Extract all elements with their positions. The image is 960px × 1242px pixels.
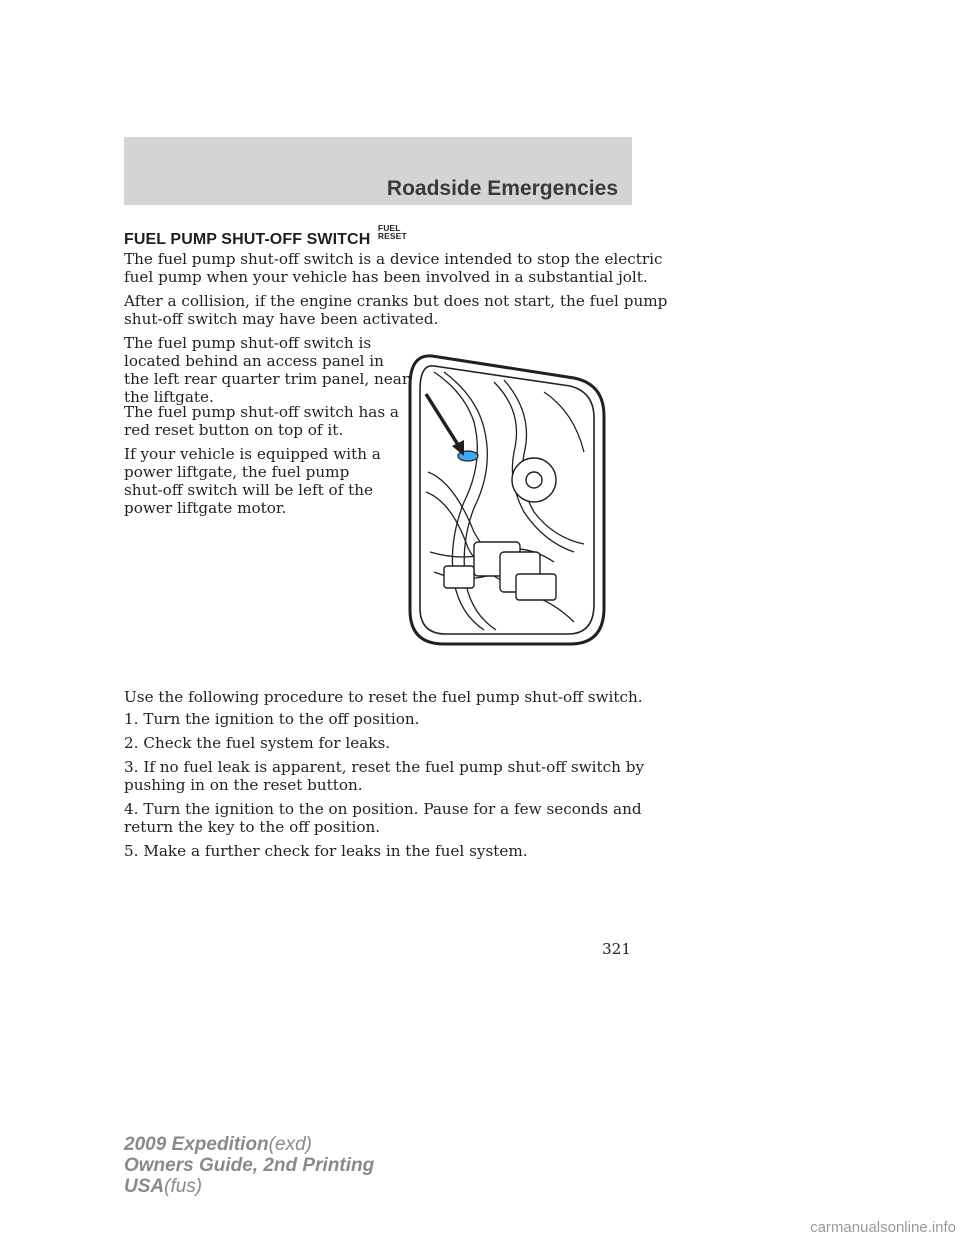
text-line: located behind an access panel in bbox=[124, 352, 384, 370]
text-line: 4. Turn the ignition to the on position. Pause for a few seconds and bbox=[124, 800, 642, 818]
text-line: 2. Check the fuel system for leaks. bbox=[124, 734, 391, 752]
text-line: shut-off switch will be left of the bbox=[124, 481, 374, 499]
procedure-step-1 bbox=[124, 710, 420, 728]
text-line: power liftgate, the fuel pump bbox=[124, 463, 350, 481]
procedure-step-5 bbox=[124, 842, 528, 860]
text-line: return the key to the off position. bbox=[124, 818, 381, 836]
text-line: the left rear quarter trim panel, near bbox=[124, 370, 410, 388]
footer-line-1 bbox=[124, 1134, 374, 1155]
intro-paragraph-1 bbox=[124, 250, 663, 286]
text-line: 3. If no fuel leak is apparent, reset the fuel pump shut-off switch by bbox=[124, 758, 645, 776]
header-band bbox=[124, 137, 632, 205]
footer-printing: Owners Guide, 2nd Printing bbox=[124, 1155, 375, 1176]
liftgate-motor-hub bbox=[526, 472, 542, 488]
procedure-step-2 bbox=[124, 734, 390, 752]
location-paragraph-1 bbox=[124, 334, 409, 406]
section-header-title: Roadside Emergencies bbox=[386, 177, 618, 200]
location-paragraph-2 bbox=[124, 403, 399, 439]
footer-market: USA bbox=[124, 1176, 165, 1197]
text-line: fuel pump when your vehicle has been involved in a substantial jolt. bbox=[124, 268, 648, 286]
document-footer bbox=[124, 1134, 374, 1197]
text-line: pushing in on the reset button. bbox=[124, 776, 363, 794]
fuel-reset-icon bbox=[378, 224, 407, 240]
text-line: If your vehicle is equipped with a bbox=[124, 445, 381, 463]
text-line: The fuel pump shut-off switch is a device intended to stop the electric bbox=[124, 250, 663, 268]
text-line: shut-off switch may have been activated. bbox=[124, 310, 439, 328]
text-line: 1. Turn the ignition to the off position. bbox=[124, 710, 420, 728]
location-paragraph-3 bbox=[124, 445, 381, 517]
procedure-step-3 bbox=[124, 758, 644, 794]
text-line: red reset button on top of it. bbox=[124, 421, 344, 439]
section-heading-text: FUEL PUMP SHUT-OFF SWITCH bbox=[124, 231, 371, 248]
text-line: 5. Make a further check for leaks in the fuel system. bbox=[124, 842, 528, 860]
text-line: the liftgate. bbox=[124, 388, 214, 406]
text-line: The fuel pump shut-off switch is bbox=[124, 334, 372, 352]
text-line: The fuel pump shut-off switch has a bbox=[124, 403, 399, 421]
text-line: After a collision, if the engine cranks but does not start, the fuel pump bbox=[124, 292, 668, 310]
intro-paragraph-2 bbox=[124, 292, 667, 328]
text-line: power liftgate motor. bbox=[124, 499, 287, 517]
fuel-reset-icon-line2: RESET bbox=[377, 231, 407, 241]
fuel-pump-switch-illustration bbox=[404, 352, 610, 648]
footer-model: 2009 Expedition bbox=[124, 1134, 269, 1155]
footer-model-code: (exd) bbox=[268, 1134, 312, 1155]
page-number: 321 bbox=[602, 940, 631, 958]
site-watermark: carmanualsonline.info bbox=[810, 1219, 956, 1236]
footer-line-3 bbox=[124, 1176, 374, 1197]
footer-line-2 bbox=[124, 1155, 374, 1176]
fuel-reset-icon-line1: FUEL bbox=[377, 223, 401, 233]
footer-market-code: (fus) bbox=[164, 1176, 203, 1197]
procedure-intro: Use the following procedure to reset the fuel pump shut-off switch. bbox=[124, 688, 643, 706]
section-heading bbox=[124, 224, 407, 249]
procedure-step-4 bbox=[124, 800, 642, 836]
